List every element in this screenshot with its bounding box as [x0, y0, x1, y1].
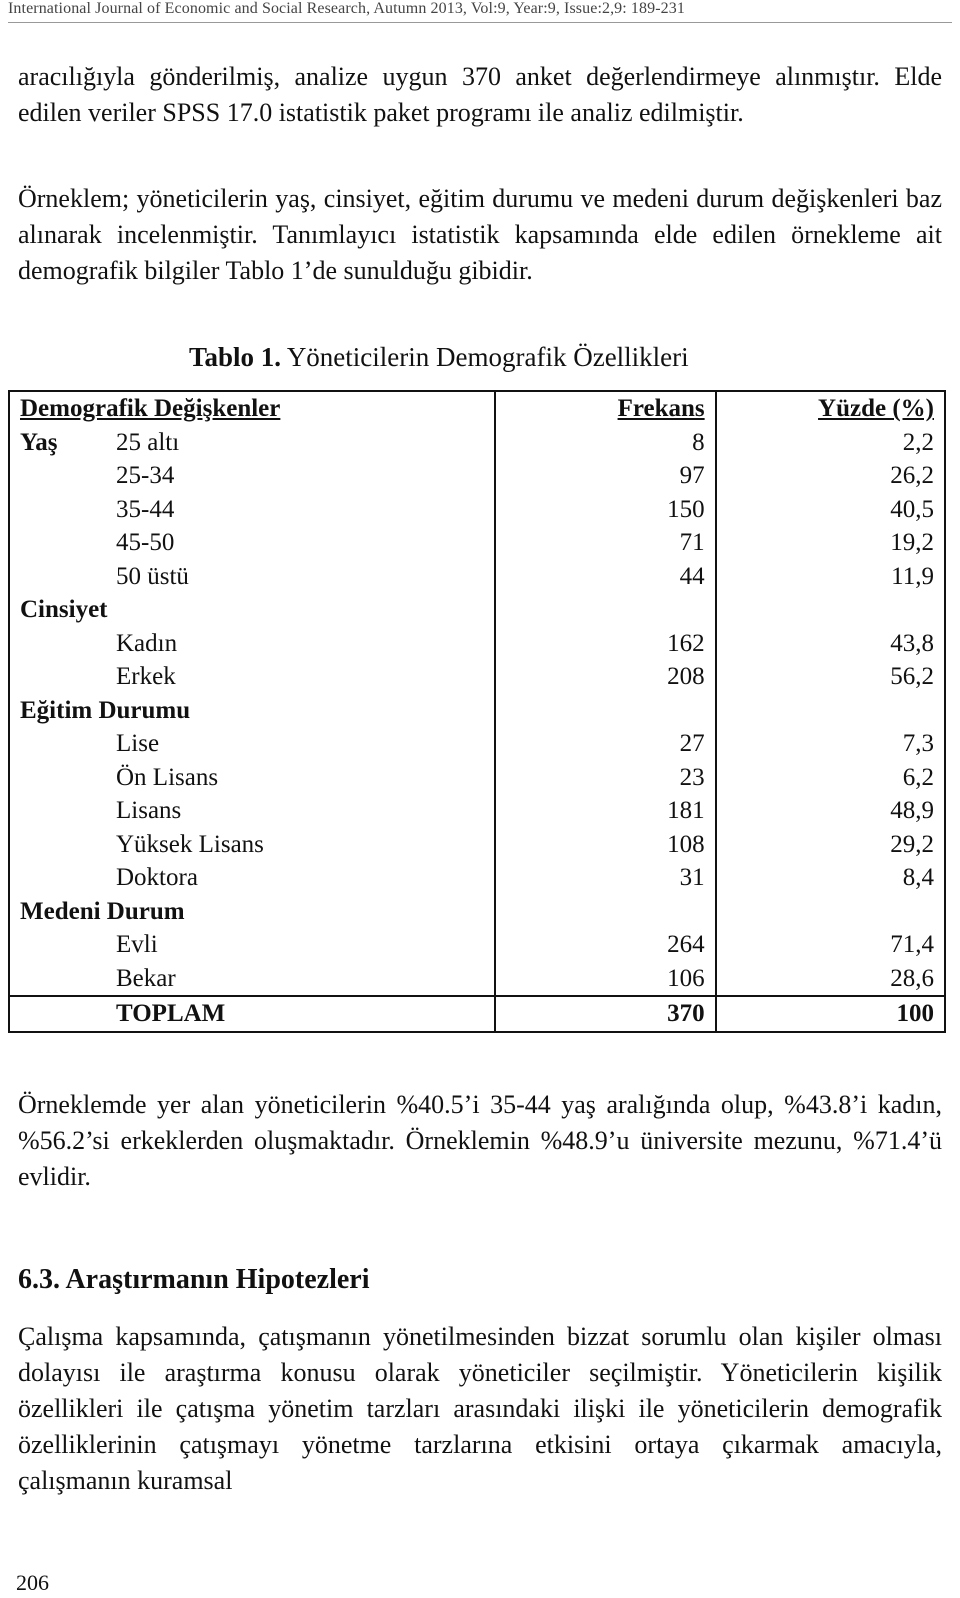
row-label: Yüksek Lisans — [9, 828, 495, 862]
frequency-cell: 162 — [495, 627, 715, 661]
total-percent: 100 — [716, 996, 945, 1032]
percent-cell: 8,4 — [716, 861, 945, 895]
table-row — [9, 928, 945, 962]
percent-cell: 56,2 — [716, 660, 945, 694]
frequency-cell: 181 — [495, 794, 715, 828]
running-header: International Journal of Economic and Social Research, Autumn 2013, Vol:9, Year:9, Issue:2,9: 189-231 — [8, 0, 952, 23]
table-row — [9, 861, 945, 895]
row-label: 45-50 — [9, 526, 495, 560]
table-row — [9, 426, 945, 460]
page-number: 206 — [16, 1570, 49, 1595]
frequency-cell: 8 — [495, 426, 715, 460]
frequency-cell: 264 — [495, 928, 715, 962]
row-label: Doktora — [9, 861, 495, 895]
percent-cell: 6,2 — [716, 761, 945, 795]
row-label: Evli — [9, 928, 495, 962]
row-label-text: 25 altı — [116, 428, 180, 456]
table-caption — [189, 340, 689, 374]
header-percent: Yüzde (%) — [716, 391, 945, 426]
table-body — [9, 426, 945, 1032]
frequency-cell: 31 — [495, 861, 715, 895]
row-label: 35-44 — [9, 493, 495, 527]
frequency-cell: 27 — [495, 727, 715, 761]
paragraph-3: Örneklemde yer alan yöneticilerin %40.5’i 35-44 yaş aralığında olup, %43.8’i kadın, %56.2’si erkeklerden oluşmaktadır. Örneklemin %48.9’u üniversite mezunu, %71.4’ü evlidir. — [18, 1090, 942, 1191]
table-row — [9, 962, 945, 997]
demographics-table — [8, 390, 946, 1033]
percent-cell: 29,2 — [716, 828, 945, 862]
table-header-row — [9, 391, 945, 426]
section-heading: 6.3. Araştırmanın Hipotezleri — [18, 1264, 370, 1295]
row-label: Erkek — [9, 660, 495, 694]
frequency-cell: 71 — [495, 526, 715, 560]
table-row — [9, 660, 945, 694]
table-row — [9, 493, 945, 527]
total-row — [9, 996, 945, 1032]
header-frequency: Frekans — [495, 391, 715, 426]
table-row — [9, 828, 945, 862]
header-variables: Demografik Değişkenler — [9, 391, 495, 426]
percent-cell: 26,2 — [716, 459, 945, 493]
group-row — [9, 895, 945, 929]
group-label: Medeni Durum — [9, 895, 495, 929]
row-label: Lisans — [9, 794, 495, 828]
row-label: 25-34 — [9, 459, 495, 493]
row-label: Lise — [9, 727, 495, 761]
frequency-cell: 44 — [495, 560, 715, 594]
percent-cell: 2,2 — [716, 426, 945, 460]
table-row — [9, 794, 945, 828]
row-label — [9, 426, 495, 460]
percent-cell: 19,2 — [716, 526, 945, 560]
percent-cell: 48,9 — [716, 794, 945, 828]
row-label: Kadın — [9, 627, 495, 661]
frequency-cell: 150 — [495, 493, 715, 527]
frequency-cell: 97 — [495, 459, 715, 493]
group-label: Cinsiyet — [9, 593, 495, 627]
row-label: Ön Lisans — [9, 761, 495, 795]
percent-cell: 71,4 — [716, 928, 945, 962]
empty-cell — [716, 895, 945, 929]
empty-cell — [495, 895, 715, 929]
empty-cell — [716, 593, 945, 627]
paragraph-4: Çalışma kapsamında, çatışmanın yönetilmesinden bizzat sorumlu olan kişiler olması dolayısı ile araştırma konusu olarak yöneticiler seçilmiştir. Yöneticilerin kişilik özellikleri ile çatışma yönetim tarzları arasındaki ilişki ile yöneticilerin demografik özelliklerinin çatışmayı yönetme tarzlarına etkisini ortaya çıkarmak amacıyla, çalışmanın kuramsal — [18, 1322, 942, 1495]
frequency-cell: 108 — [495, 828, 715, 862]
group-row — [9, 593, 945, 627]
table-row — [9, 727, 945, 761]
total-frequency: 370 — [495, 996, 715, 1032]
table-row — [9, 761, 945, 795]
frequency-cell: 208 — [495, 660, 715, 694]
frequency-cell: 23 — [495, 761, 715, 795]
frequency-cell: 106 — [495, 962, 715, 997]
percent-cell: 43,8 — [716, 627, 945, 661]
percent-cell: 7,3 — [716, 727, 945, 761]
table-row — [9, 526, 945, 560]
total-label: TOPLAM — [9, 996, 495, 1032]
percent-cell: 11,9 — [716, 560, 945, 594]
table-row — [9, 459, 945, 493]
empty-cell — [495, 694, 715, 728]
group-label: Yaş — [20, 428, 58, 456]
percent-cell: 40,5 — [716, 493, 945, 527]
table-row — [9, 627, 945, 661]
paragraph-2: Örneklem; yöneticilerin yaş, cinsiyet, eğitim durumu ve medeni durum değişkenleri baz alınarak incelenmiştir. Tanımlayıcı istatistik kapsamında elde edilen örnekleme ait demografik bilgiler Tablo 1’de sunulduğu gibidir. — [18, 184, 942, 285]
table-caption-label: Tablo 1. — [189, 342, 282, 372]
group-row — [9, 694, 945, 728]
row-label: 50 üstü — [9, 560, 495, 594]
row-label: Bekar — [9, 962, 495, 997]
table-caption-title: Yöneticilerin Demografik Özellikleri — [286, 342, 689, 372]
empty-cell — [495, 593, 715, 627]
percent-cell: 28,6 — [716, 962, 945, 997]
empty-cell — [716, 694, 945, 728]
group-label: Eğitim Durumu — [9, 694, 495, 728]
paragraph-1: aracılığıyla gönderilmiş, analize uygun 370 anket değerlendirmeye alınmıştır. Elde edilen veriler SPSS 17.0 istatistik paket programı ile analiz edilmiştir. — [18, 62, 942, 127]
table-row — [9, 560, 945, 594]
